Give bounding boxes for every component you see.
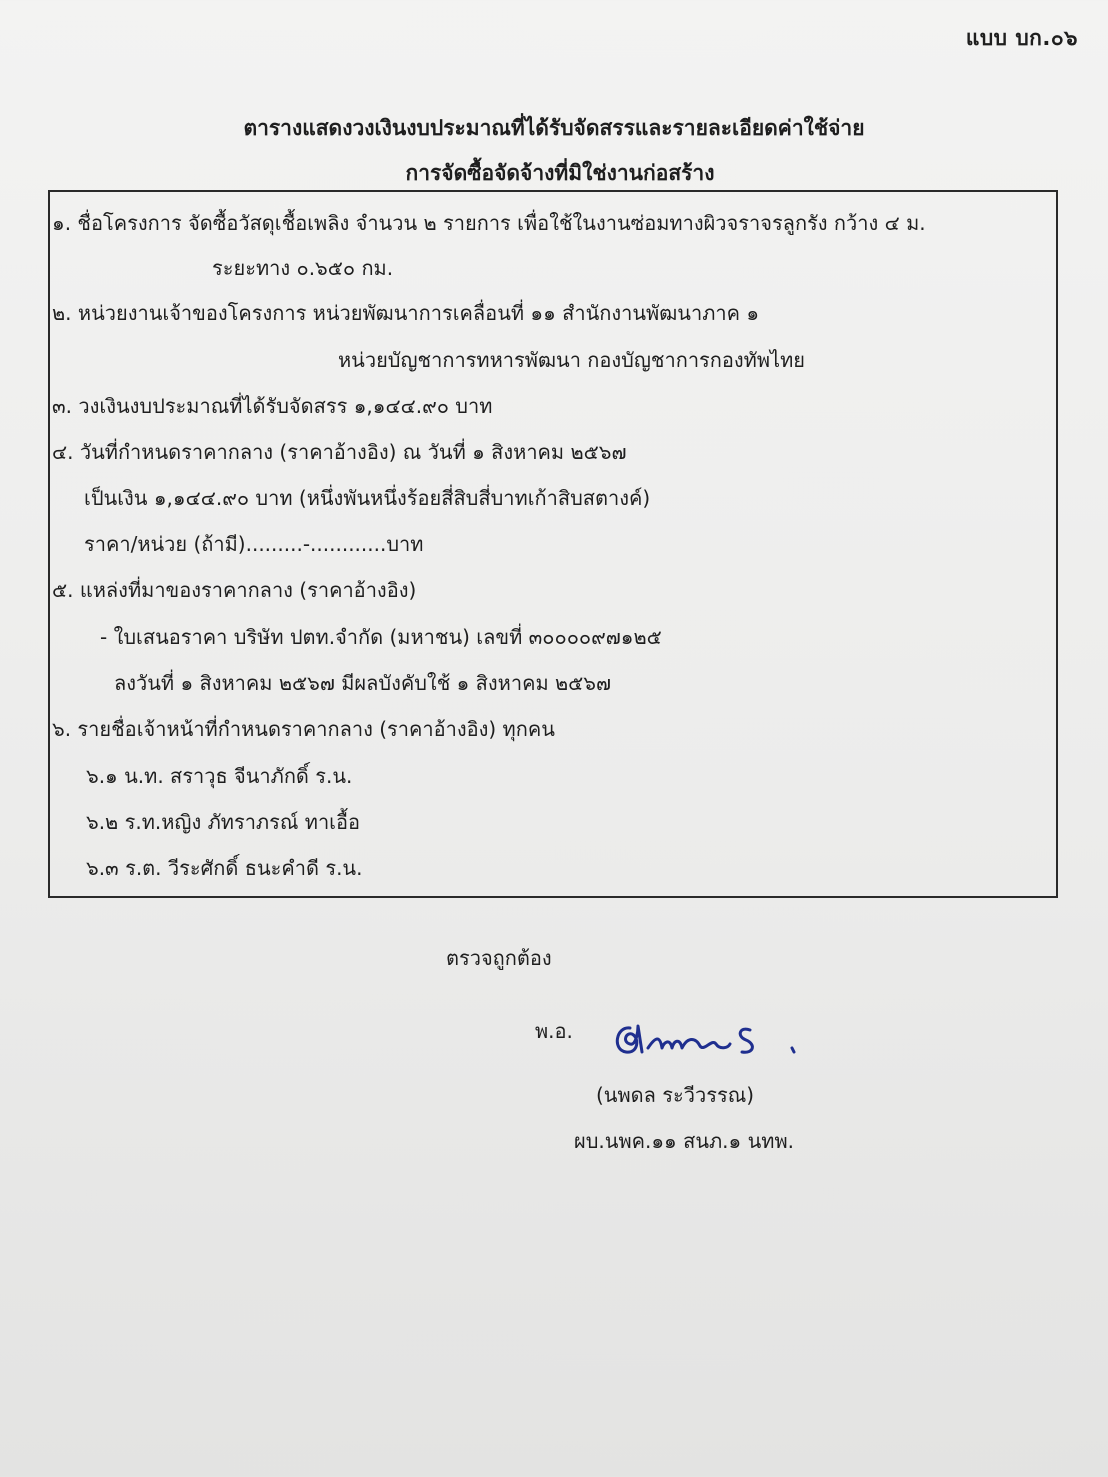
quotation-line: - ใบเสนอราคา บริษัท ปตท.จำกัด (มหาชน) เลขที่ ๓๐๐๐๐๙๗๑๒๕ [100,625,662,649]
document-title: ตารางแสดงวงเงินงบประมาณที่ได้รับจัดสรรและรายละเอียดค่าใช้จ่าย [243,116,865,140]
budget-line: ๓. วงเงินงบประมาณที่ได้รับจัดสรร ๑,๑๔๔.๙๐ บาท [52,394,493,418]
unit-price-line: ราคา/หน่วย (ถ้ามี).........-............บาท [84,532,424,556]
document-subtitle: การจัดซื้อจัดจ้างที่มิใช่งานก่อสร้าง [405,161,715,185]
signer-position: ผบ.นพค.๑๑ สนภ.๑ นทพ. [574,1129,794,1153]
project-name-line: ๑. ชื่อโครงการ จัดซื้อวัสดุเชื้อเพลิง จำนวน ๒ รายการ เพื่อใช้ในงานซ่อมทางผิวจราจรลูกรัง กว้าง ๔ ม. [52,211,926,235]
verified-label: ตรวจถูกต้อง [446,946,552,970]
committee-heading-line: ๖. รายชื่อเจ้าหน้าที่กำหนดราคากลาง (ราคาอ้างอิง) ทุกคน [52,717,555,741]
committee-member-1: ๖.๑ น.ท. สราวุธ จีนาภักดิ์ ร.น. [86,764,353,788]
committee-member-3: ๖.๓ ร.ต. วีระศักดิ์ ธนะคำดี ร.น. [86,856,363,880]
project-owner-line: ๒. หน่วยงานเจ้าของโครงการ หน่วยพัฒนาการเคลื่อนที่ ๑๑ สำนักงานพัฒนาภาค ๑ [52,301,760,325]
amount-line: เป็นเงิน ๑,๑๔๔.๙๐ บาท (หนึ่งพันหนึ่งร้อยสี่สิบสี่บาทเก้าสิบสตางค์) [84,486,651,510]
price-source-line: ๕. แหล่งที่มาของราคากลาง (ราคาอ้างอิง) [52,578,417,602]
signer-name: (นพดล ระวีวรรณ) [596,1083,755,1107]
project-distance-line: ระยะทาง ๐.๖๕๐ กม. [212,256,394,280]
form-code: แบบ บก.๐๖ [965,26,1078,50]
handwritten-signature [608,1008,808,1068]
committee-member-2: ๖.๒ ร.ท.หญิง ภัทราภรณ์ ทาเอื้อ [86,810,361,834]
reference-date-line: ๔. วันที่กำหนดราคากลาง (ราคาอ้างอิง) ณ วันที่ ๑ สิงหาคม ๒๕๖๗ [52,440,627,464]
signer-rank: พ.อ. [535,1019,573,1043]
project-owner-sub-line: หน่วยบัญชาการทหารพัฒนา กองบัญชาการกองทัพไทย [338,348,806,372]
quotation-date-line: ลงวันที่ ๑ สิงหาคม ๒๕๖๗ มีผลบังคับใช้ ๑ สิงหาคม ๒๕๖๗ [114,671,612,695]
